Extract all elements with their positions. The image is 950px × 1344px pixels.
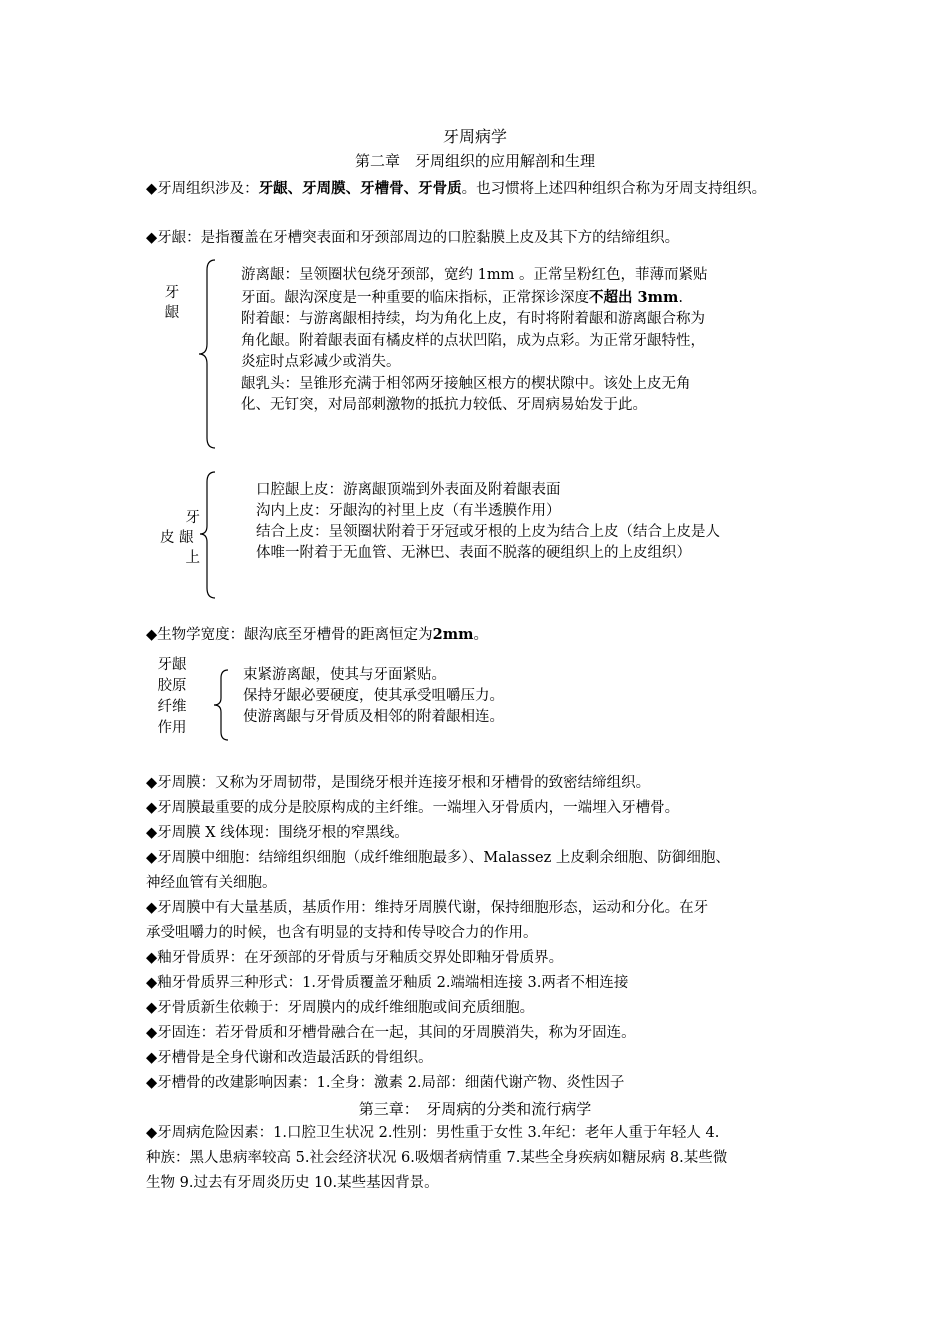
bullet-remodeling: ◆牙槽骨的改建影响因素：1.全身：激素 2.局部：细菌代谢产物、炎性因子 <box>146 1075 625 1091</box>
free-gingiva-line-2 <box>241 287 801 310</box>
fiber-group-label <box>150 655 194 739</box>
epithelium-group-text <box>256 480 806 564</box>
risk-factors-line-1: ◆牙周病危险因素：1.口腔卫生状况 2.性别：男性重于女性 3.年纪：老年人重于年轻人 4. <box>146 1125 720 1141</box>
gum-group-brace <box>195 258 225 450</box>
bullet-cej-forms: ◆釉牙骨质界三种形式：1.牙骨质覆盖牙釉质 2.端端相连接 3.两者不相连接 <box>146 975 629 991</box>
free-gingiva-depth: 不超出 3mm <box>589 288 679 306</box>
risk-factors-line-2: 种族：黑人患病率较高 5.社会经济状况 6.吸烟者病情重 7.某些全身疾病如糖尿病 8.某些微 <box>146 1150 728 1166</box>
p1-tail: 。也习惯将上述四种组织合称为牙周支持组织。 <box>461 181 767 197</box>
chapter-2-heading: 第二章 牙周组织的应用解剖和生理 <box>354 152 595 170</box>
gum-group-text <box>241 265 801 417</box>
oral-epithelium-line: 口腔龈上皮：游离龈顶端到外表面及附着龈表面 <box>256 482 561 498</box>
fiber-function-3: 使游离龈与牙骨质及相邻的附着龈相连。 <box>243 709 504 725</box>
fiber-label-4: 作用 <box>157 720 187 736</box>
paragraph-biologic-width <box>146 622 816 648</box>
free-gingiva-line-2c: . <box>678 289 683 306</box>
attached-gingiva-line-2: 角化龈。附着龈表面有橘皮样的点状凹陷，成为点彩。为正常牙龈特性， <box>241 332 705 349</box>
junctional-epithelium-line-1: 结合上皮：呈领圈状附着于牙冠或牙根的上皮为结合上皮（结合上皮是人 <box>256 524 720 540</box>
papilla-line-2: 化、无钉突，对局部刺激物的抵抗力较低、牙周病易始发于此。 <box>241 397 647 413</box>
sulcular-epithelium-line: 沟内上皮：牙龈沟的衬里上皮（有半透膜作用） <box>256 503 561 519</box>
fiber-function-1: 束紧游离龈，使其与牙面紧贴。 <box>243 667 446 683</box>
bullet-matrix-line-2: 承受咀嚼力的时候，也含有明显的支持和传导咬合力的作用。 <box>146 925 538 941</box>
bullet-principal-fibers: ◆牙周膜最重要的成分是胶原构成的主纤维。一端埋入牙骨质内，一端埋入牙槽骨。 <box>146 800 680 816</box>
fiber-group-text <box>243 665 643 728</box>
bullet-matrix-line-1: ◆牙周膜中有大量基质，基质作用：维持牙周膜代谢，保持细胞形态，运动和分化。在牙 <box>146 900 709 916</box>
junctional-epithelium-line-2: 体唯一附着于无血管、无淋巴、表面不脱落的硬组织上的上皮组织） <box>256 545 691 561</box>
free-gingiva-line-2a: 牙面。龈沟深度是一种重要的临床指标，正常探诊深度 <box>241 289 589 306</box>
bullet-cementum: ◆牙骨质新生依赖于：牙周膜内的成纤维细胞或间充质细胞。 <box>146 1000 535 1016</box>
epi-label-char-1: 牙 <box>185 510 200 526</box>
chapter-3-heading: 第三章： 牙周病的分类和流行病学 <box>358 1100 592 1118</box>
document-title: 牙周病学 <box>442 127 507 146</box>
gum-group-label <box>160 283 184 323</box>
p3-value: 2mm <box>432 626 474 643</box>
bullet-alveolar-bone: ◆牙槽骨是全身代谢和改造最活跃的骨组织。 <box>146 1050 433 1066</box>
fiber-function-2: 保持牙龈必要硬度，使其承受咀嚼压力。 <box>243 688 504 704</box>
p3-tail: 。 <box>473 627 488 643</box>
gum-label-char-2: 龈 <box>164 305 180 321</box>
fiber-group-brace <box>210 668 238 744</box>
epithelium-group-brace <box>197 470 227 600</box>
free-gingiva-line-1: 游离龈：呈领圈状包绕牙颈部，宽约 1mm 。正常呈粉红色，菲薄而紧贴 <box>241 267 708 283</box>
epi-label-char-3: 上 <box>185 550 200 566</box>
p1-lead: ◆牙周组织涉及： <box>146 181 259 197</box>
bullet-cells-line-2: 神经血管有关细胞。 <box>146 875 277 891</box>
paragraph-gingiva: ◆牙龈：是指覆盖在牙槽突表面和牙颈部周边的口腔黏膜上皮及其下方的结缔组织。 <box>146 230 680 246</box>
bullet-periodontal-ligament: ◆牙周膜：又称为牙周韧带，是围绕牙根并连接牙根和牙槽骨的致密结缔组织。 <box>146 775 651 791</box>
p1-bold: 牙龈、牙周膜、牙槽骨、牙骨质 <box>258 180 462 197</box>
fiber-label-2: 胶原 <box>157 678 187 694</box>
attached-gingiva-line-1: 附着龈：与游离龈相持续，均为角化上皮，有时将附着龈和游离龈合称为 <box>241 311 705 327</box>
paragraph-periodontal-tissues <box>146 176 816 202</box>
p3-lead: ◆生物学宽度：龈沟底至牙槽骨的距离恒定为 <box>146 627 433 643</box>
bullet-ankylosis: ◆牙固连：若牙骨质和牙槽骨融合在一起，其间的牙周膜消失，称为牙固连。 <box>146 1025 636 1041</box>
bullet-cej: ◆釉牙骨质界：在牙颈部的牙骨质与牙釉质交界处即釉牙骨质界。 <box>146 950 564 966</box>
papilla-line-1: 龈乳头：呈锥形充满于相邻两牙接触区根方的楔状隙中。该处上皮无角 <box>241 375 691 392</box>
gum-label-char-1: 牙 <box>164 285 180 301</box>
bullet-xray: ◆牙周膜 X 线体现：围绕牙根的窄黑线。 <box>146 825 409 841</box>
risk-factors-line-3: 生物 9.过去有牙周炎历史 10.某些基因背景。 <box>146 1175 439 1191</box>
bullet-cells-line-1: ◆牙周膜中细胞：结缔组织细胞（成纤维细胞最多）、Malassez 上皮剩余细胞、防御细胞、 <box>146 850 730 866</box>
attached-gingiva-line-3: 炎症时点彩减少或消失。 <box>241 354 401 370</box>
fiber-label-3: 纤维 <box>157 699 187 715</box>
epi-label-char-2: 皮 龈 <box>160 530 194 546</box>
fiber-label-1: 牙龈 <box>157 657 187 673</box>
